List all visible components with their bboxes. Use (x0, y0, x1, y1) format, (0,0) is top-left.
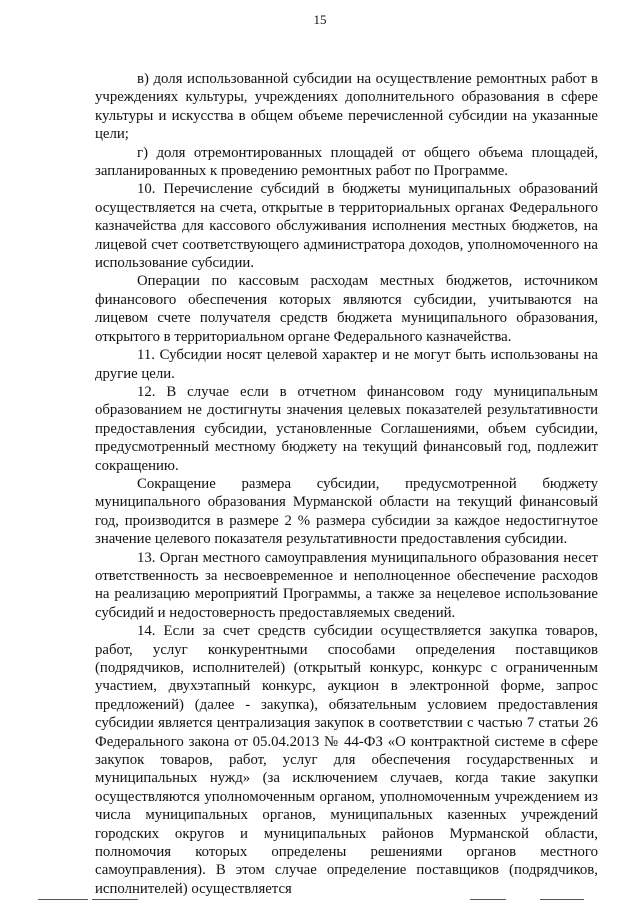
paragraph-12: 12. В случае если в отчетном финансовом году муниципальным образованием не достигнуты значения целевых показателей результативности предоставления субсидии, установленные Соглашениями, объем субсидии, предусмотренный местному бюджету на текущий финансовый год, подлежит сокращению. (95, 383, 598, 474)
document-body (95, 70, 598, 898)
paragraph-11: 11. Субсидии носят целевой характер и не могут быть использованы на другие цели. (95, 347, 598, 382)
paragraph-10: 10. Перечисление субсидий в бюджеты муниципальных образований осуществляется на счета, открытые в территориальных органах Федерального казначейства для кассового обслуживания исполнения местных бюджетов, на лицевой счет соответствующего администратора доходов, уполномоченного на использование субсидии. (95, 181, 598, 272)
scan-mark (540, 899, 584, 900)
scan-mark (38, 899, 88, 900)
scan-mark (92, 899, 138, 900)
scan-mark (470, 899, 506, 900)
paragraph-13: 13. Орган местного самоуправления муниципального образования несет ответственность за несвоевременное и неполноценное обеспечение расходов на реализацию мероприятий Программы, а также за нецелевое использование субсидий и недостоверность предоставляемых сведений. (95, 549, 598, 621)
paragraph-g: г) доля отремонтированных площадей от общего объема площадей, запланированных к проведению ремонтных работ по Программе. (95, 144, 598, 180)
paragraph-operations: Операции по кассовым расходам местных бюджетов, источником финансового обеспечения которых являются субсидии, учитываются на лицевом счете получателя средств бюджета муниципального образования, открытого в территориальном органе Федерального казначейства. (95, 273, 598, 345)
scan-edge-marks (0, 893, 640, 905)
page-number: 15 (313, 12, 327, 27)
paragraph-14: 14. Если за счет средств субсидии осуществляется закупка товаров, работ, услуг конкурентными способами определения поставщиков (подрядчиков, исполнителей) (открытый конкурс, конкурс с ограниченным участием, двухэтапный конкурс, аукцион в электронной форме, запрос предложений) (далее - закупка), обязательным условием предоставления субсидии является централизация закупок в соответствии с частью 7 статьи 26 Федерального закона от 05.04.2013 № 44-ФЗ «О контрактной системе в сфере закупок товаров, работ, услуг для обеспечения государственных и муниципальных нужд» (за исключением случаев, когда такие закупки осуществляются уполномоченным органом, уполномоченным учреждением из числа муниципальных органов, муниципальных казенных учреждений городских округов и муниципальных районов Мурманской области, полномочия которых определены решениями органов местного самоуправления). В этом случае определение поставщиков (подрядчиков, исполнителей) осуществляется (95, 623, 598, 897)
paragraph-v: в) доля использованной субсидии на осуществление ремонтных работ в учреждениях культуры, учреждениях дополнительного образования в сфере культуры и искусства в общем объеме перечисленной субсидии на указанные цели; (95, 71, 598, 143)
paragraph-reduction: Сокращение размера субсидии, предусмотренной бюджету муниципального образования Мурманской области на текущий финансовый год, производится в размере 2 % размера субсидии за каждое недостигнутое значение целевого показателя результативности предоставления субсидии. (95, 475, 598, 548)
